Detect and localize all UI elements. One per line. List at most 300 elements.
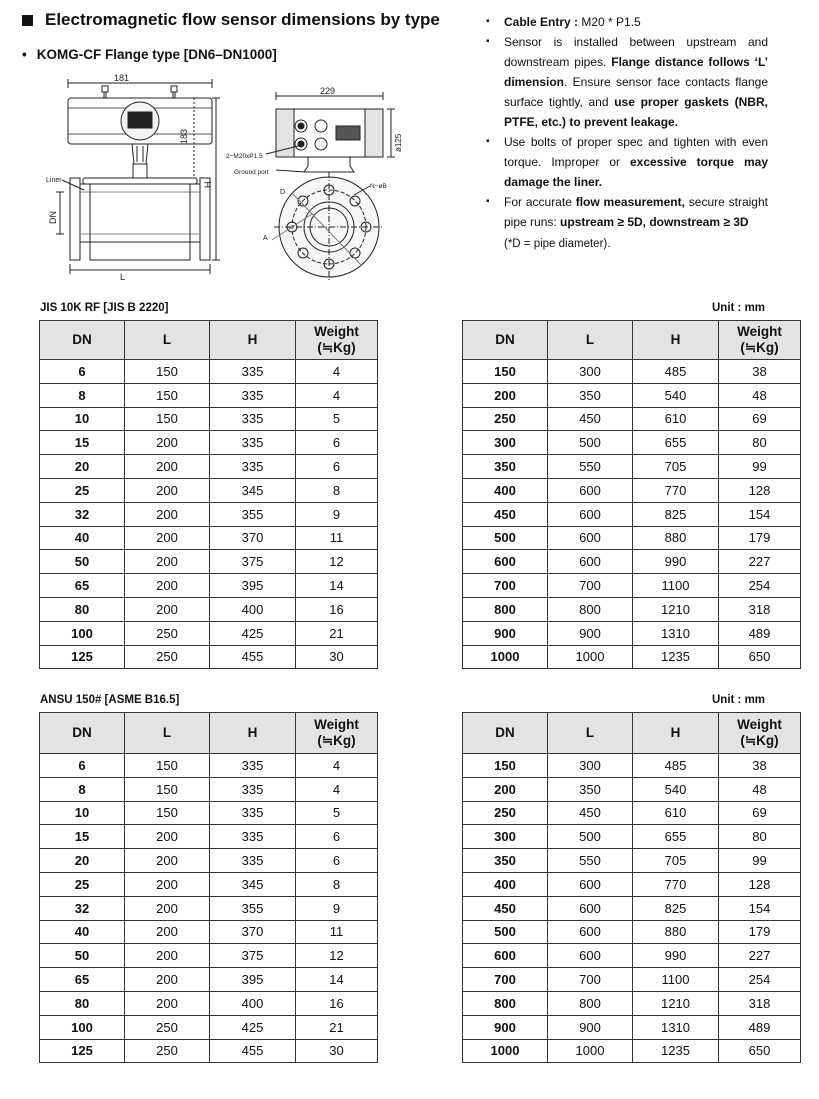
table-row: [40, 944, 378, 968]
table-row: [40, 645, 378, 669]
cell-weight: 6: [296, 455, 378, 479]
table-row: [463, 777, 801, 801]
weight-label: Weight: [314, 717, 359, 732]
cell-dn: 32: [40, 896, 125, 920]
col-dn: DN: [40, 321, 125, 360]
cell-h: 335: [210, 455, 296, 479]
cell-dn: 15: [40, 825, 125, 849]
cell-dn: 200: [463, 777, 548, 801]
cell-l: 500: [548, 825, 633, 849]
table-row: [40, 896, 378, 920]
cell-dn: 100: [40, 1015, 125, 1039]
cell-weight: 318: [719, 597, 801, 621]
cell-dn: 500: [463, 920, 548, 944]
cell-h: 400: [210, 597, 296, 621]
table-row: [40, 550, 378, 574]
table-row: [463, 1039, 801, 1063]
cell-weight: 6: [296, 849, 378, 873]
cell-weight: 6: [296, 431, 378, 455]
ground-port-label: Ground port: [234, 169, 269, 176]
jis-table-left: [39, 320, 378, 669]
cell-l: 200: [125, 455, 210, 479]
cell-dn: 600: [463, 550, 548, 574]
jis-table-right: [462, 320, 801, 669]
table-row: [40, 455, 378, 479]
cell-h: 825: [633, 502, 719, 526]
cell-h: 1100: [633, 574, 719, 598]
col-dn: DN: [463, 713, 548, 754]
table-row: [40, 383, 378, 407]
cell-weight: 11: [296, 526, 378, 550]
table-row: [40, 754, 378, 778]
col-dn: DN: [40, 713, 125, 754]
cell-weight: 99: [719, 849, 801, 873]
note-emphasis: flow measurement,: [575, 195, 685, 209]
weight-label: Weight: [314, 324, 359, 339]
cell-dn: 250: [463, 801, 548, 825]
table-row: [463, 849, 801, 873]
section-label-ansi: ANSU 150# [ASME B16.5]: [40, 694, 180, 706]
table-row: [463, 621, 801, 645]
cell-h: 1210: [633, 991, 719, 1015]
cell-weight: 14: [296, 968, 378, 992]
section-label-jis: JIS 10K RF [JIS B 2220]: [40, 302, 169, 314]
table-row: [463, 526, 801, 550]
col-l: L: [548, 713, 633, 754]
note-emphasis: use proper gaskets (NBR, PTFE, etc.) to prevent leakage.: [504, 95, 768, 129]
cell-l: 350: [548, 777, 633, 801]
cell-h: 825: [633, 896, 719, 920]
cell-dn: 700: [463, 968, 548, 992]
cell-dn: 80: [40, 991, 125, 1015]
note-text: secure straight pipe runs:: [504, 195, 768, 229]
note-torque: [486, 132, 768, 192]
col-weight: [719, 321, 801, 360]
cell-l: 550: [548, 455, 633, 479]
cell-weight: 227: [719, 550, 801, 574]
cell-weight: 21: [296, 1015, 378, 1039]
cell-weight: 48: [719, 777, 801, 801]
table-row: [463, 991, 801, 1015]
cell-h: 335: [210, 360, 296, 384]
weight-unit: (≒Kg): [740, 733, 779, 748]
cell-l: 150: [125, 754, 210, 778]
dim-head-label: 183: [179, 128, 189, 144]
table-row: [40, 502, 378, 526]
note-text: For accurate: [504, 195, 572, 209]
cell-weight: 99: [719, 455, 801, 479]
cell-h: 880: [633, 526, 719, 550]
cell-l: 200: [125, 550, 210, 574]
cell-dn: 300: [463, 431, 548, 455]
dimension-drawing: [36, 74, 456, 284]
cell-h: 1235: [633, 1039, 719, 1063]
square-bullet-icon: [22, 15, 33, 26]
cell-l: 250: [125, 1039, 210, 1063]
table-row: [463, 407, 801, 431]
cell-dn: 125: [40, 645, 125, 669]
table-row: [463, 455, 801, 479]
cell-dn: 40: [40, 920, 125, 944]
dim-h-label: H: [203, 181, 213, 188]
cell-weight: 128: [719, 872, 801, 896]
cell-h: 485: [633, 360, 719, 384]
cell-h: 455: [210, 1039, 296, 1063]
cell-weight: 4: [296, 360, 378, 384]
note-cable-entry: [486, 12, 768, 32]
cell-l: 450: [548, 801, 633, 825]
table-row: [463, 574, 801, 598]
cell-h: 770: [633, 872, 719, 896]
cell-weight: 38: [719, 360, 801, 384]
subtitle-text: KOMG-CF Flange type [DN6–DN1000]: [36, 47, 277, 62]
col-weight: [296, 713, 378, 754]
cell-dn: 250: [463, 407, 548, 431]
table-header-row: [463, 713, 801, 754]
cell-weight: 318: [719, 991, 801, 1015]
cell-dn: 450: [463, 896, 548, 920]
cell-dn: 600: [463, 944, 548, 968]
cell-h: 395: [210, 968, 296, 992]
table-row: [40, 920, 378, 944]
table-row: [463, 478, 801, 502]
cell-weight: 650: [719, 1039, 801, 1063]
table-row: [40, 478, 378, 502]
cell-h: 990: [633, 944, 719, 968]
cell-weight: 69: [719, 801, 801, 825]
cell-h: 335: [210, 825, 296, 849]
cell-l: 600: [548, 944, 633, 968]
unit-label-jis: Unit : mm: [712, 302, 766, 314]
dim-l-label: L: [120, 272, 126, 282]
cell-weight: 179: [719, 526, 801, 550]
cell-weight: 21: [296, 621, 378, 645]
cell-weight: 12: [296, 550, 378, 574]
cell-l: 900: [548, 621, 633, 645]
table-row: [40, 407, 378, 431]
table-row: [463, 1015, 801, 1039]
cell-weight: 9: [296, 896, 378, 920]
cell-l: 800: [548, 597, 633, 621]
cell-weight: 650: [719, 645, 801, 669]
cell-dn: 700: [463, 574, 548, 598]
cell-weight: 5: [296, 407, 378, 431]
weight-unit: (≒Kg): [317, 733, 356, 748]
cell-dn: 65: [40, 574, 125, 598]
cell-dn: 500: [463, 526, 548, 550]
cell-dn: 25: [40, 478, 125, 502]
table-row: [40, 360, 378, 384]
cell-l: 200: [125, 896, 210, 920]
cell-h: 705: [633, 455, 719, 479]
cable-entry-label: Cable Entry :: [504, 15, 579, 29]
cell-weight: 69: [719, 407, 801, 431]
cell-h: 375: [210, 944, 296, 968]
cell-h: 655: [633, 431, 719, 455]
cell-h: 610: [633, 801, 719, 825]
cell-h: 1310: [633, 621, 719, 645]
table-row: [463, 431, 801, 455]
cell-l: 200: [125, 968, 210, 992]
cell-l: 1000: [548, 645, 633, 669]
ansi-table-right: [462, 712, 801, 1063]
cell-weight: 30: [296, 1039, 378, 1063]
note-installation: [486, 32, 768, 132]
unit-label-ansi: Unit : mm: [712, 694, 766, 706]
cell-l: 200: [125, 478, 210, 502]
cell-h: 770: [633, 478, 719, 502]
cell-weight: 8: [296, 872, 378, 896]
dim-dn-label: DN: [48, 211, 58, 224]
cell-dn: 300: [463, 825, 548, 849]
cell-l: 600: [548, 896, 633, 920]
table-row: [463, 597, 801, 621]
cell-weight: 179: [719, 920, 801, 944]
cell-dn: 10: [40, 801, 125, 825]
cell-dn: 900: [463, 621, 548, 645]
cell-h: 355: [210, 502, 296, 526]
cell-h: 370: [210, 526, 296, 550]
cell-h: 335: [210, 801, 296, 825]
table-row: [463, 645, 801, 669]
cell-l: 200: [125, 825, 210, 849]
ansi-table-left: [39, 712, 378, 1063]
cell-h: 335: [210, 777, 296, 801]
cell-dn: 125: [40, 1039, 125, 1063]
col-h: H: [633, 321, 719, 360]
cell-weight: 30: [296, 645, 378, 669]
section-subtitle: [22, 47, 277, 62]
cell-dn: 8: [40, 777, 125, 801]
cell-l: 200: [125, 597, 210, 621]
cell-dn: 900: [463, 1015, 548, 1039]
cell-h: 610: [633, 407, 719, 431]
cell-l: 200: [125, 431, 210, 455]
cell-l: 700: [548, 968, 633, 992]
cell-l: 200: [125, 849, 210, 873]
col-weight: [296, 321, 378, 360]
cell-weight: 489: [719, 621, 801, 645]
cell-h: 370: [210, 920, 296, 944]
note-text: Sensor is installed between upstream and downstream pipes.: [504, 35, 768, 69]
cell-l: 200: [125, 872, 210, 896]
cell-h: 1100: [633, 968, 719, 992]
cell-l: 600: [548, 526, 633, 550]
cell-weight: 227: [719, 944, 801, 968]
cell-dn: 50: [40, 944, 125, 968]
cell-l: 250: [125, 621, 210, 645]
table-row: [40, 801, 378, 825]
thread-label: 2−M20xP1.5: [226, 153, 263, 160]
cell-dn: 10: [40, 407, 125, 431]
col-h: H: [633, 713, 719, 754]
weight-unit: (≒Kg): [740, 340, 779, 355]
cell-h: 705: [633, 849, 719, 873]
note-straight-pipe: [486, 192, 768, 232]
cell-weight: 5: [296, 801, 378, 825]
table-row: [463, 754, 801, 778]
cell-h: 335: [210, 849, 296, 873]
table-row: [463, 801, 801, 825]
cell-h: 345: [210, 478, 296, 502]
table-header-row: [40, 713, 378, 754]
table-row: [463, 550, 801, 574]
cell-weight: 6: [296, 825, 378, 849]
cell-weight: 4: [296, 754, 378, 778]
cell-l: 600: [548, 872, 633, 896]
cell-h: 395: [210, 574, 296, 598]
cell-weight: 48: [719, 383, 801, 407]
dim-width-label: 181: [114, 74, 130, 83]
col-l: L: [548, 321, 633, 360]
cell-dn: 6: [40, 360, 125, 384]
table-row: [463, 872, 801, 896]
cell-l: 600: [548, 478, 633, 502]
cell-dn: 350: [463, 455, 548, 479]
table-header-row: [40, 321, 378, 360]
cell-h: 425: [210, 621, 296, 645]
cell-l: 200: [125, 944, 210, 968]
note-emphasis: excessive torque may damage the liner.: [504, 155, 768, 189]
table-row: [40, 872, 378, 896]
cell-l: 300: [548, 754, 633, 778]
cell-l: 200: [125, 574, 210, 598]
cell-dn: 350: [463, 849, 548, 873]
col-l: L: [125, 713, 210, 754]
col-h: H: [210, 713, 296, 754]
lbl-a: A: [263, 235, 268, 242]
table-body: [40, 754, 378, 1063]
liner-label: Liner: [46, 177, 62, 184]
table-row: [463, 360, 801, 384]
cell-dn: 1000: [463, 1039, 548, 1063]
cell-dn: 6: [40, 754, 125, 778]
cell-h: 880: [633, 920, 719, 944]
cell-dn: 800: [463, 597, 548, 621]
front-view: [226, 86, 403, 282]
cell-weight: 11: [296, 920, 378, 944]
col-dn: DN: [463, 321, 548, 360]
lbl-d: D: [280, 189, 286, 196]
col-h: H: [210, 321, 296, 360]
cell-h: 345: [210, 872, 296, 896]
lbl-n: N−øB: [370, 183, 387, 190]
cell-weight: 8: [296, 478, 378, 502]
cell-l: 900: [548, 1015, 633, 1039]
cell-l: 800: [548, 991, 633, 1015]
cell-weight: 489: [719, 1015, 801, 1039]
table-row: [40, 849, 378, 873]
cell-l: 150: [125, 383, 210, 407]
table-row: [463, 944, 801, 968]
table-row: [40, 991, 378, 1015]
table-row: [463, 920, 801, 944]
cell-l: 350: [548, 383, 633, 407]
cell-weight: 128: [719, 478, 801, 502]
table-row: [40, 1015, 378, 1039]
cell-dn: 32: [40, 502, 125, 526]
cell-l: 200: [125, 502, 210, 526]
cell-l: 500: [548, 431, 633, 455]
page-title: [22, 10, 440, 30]
cell-dn: 400: [463, 478, 548, 502]
table-row: [463, 825, 801, 849]
table-row: [40, 526, 378, 550]
cell-l: 600: [548, 550, 633, 574]
table-row: [40, 825, 378, 849]
cell-dn: 20: [40, 455, 125, 479]
weight-label: Weight: [737, 717, 782, 732]
cell-weight: 4: [296, 383, 378, 407]
cell-h: 455: [210, 645, 296, 669]
cell-h: 335: [210, 754, 296, 778]
table-body: [463, 754, 801, 1063]
cell-dn: 8: [40, 383, 125, 407]
table-row: [40, 574, 378, 598]
cell-l: 150: [125, 801, 210, 825]
cell-dn: 150: [463, 754, 548, 778]
side-view: [46, 74, 220, 282]
cell-h: 655: [633, 825, 719, 849]
cell-l: 1000: [548, 1039, 633, 1063]
cell-h: 335: [210, 407, 296, 431]
cell-l: 200: [125, 991, 210, 1015]
cell-l: 250: [125, 645, 210, 669]
table-body: [463, 360, 801, 669]
col-l: L: [125, 321, 210, 360]
cell-dn: 80: [40, 597, 125, 621]
table-row: [40, 1039, 378, 1063]
cell-h: 540: [633, 383, 719, 407]
weight-label: Weight: [737, 324, 782, 339]
cell-dn: 150: [463, 360, 548, 384]
weight-unit: (≒Kg): [317, 340, 356, 355]
note-emphasis: Flange distance follows ‘L’ dimension: [504, 55, 769, 89]
dim-125-label: ø125: [394, 133, 403, 152]
table-row: [463, 502, 801, 526]
cell-dn: 25: [40, 872, 125, 896]
cell-l: 150: [125, 360, 210, 384]
dim-229-label: 229: [320, 86, 336, 96]
cell-h: 335: [210, 431, 296, 455]
cell-h: 375: [210, 550, 296, 574]
installation-notes: [486, 12, 768, 254]
cell-dn: 100: [40, 621, 125, 645]
cell-h: 485: [633, 754, 719, 778]
cell-weight: 254: [719, 574, 801, 598]
cell-dn: 15: [40, 431, 125, 455]
note-footnote: (*D = pipe diameter).: [504, 238, 611, 250]
table-row: [40, 431, 378, 455]
cell-dn: 40: [40, 526, 125, 550]
table-row: [463, 968, 801, 992]
table-header-row: [463, 321, 801, 360]
cell-l: 150: [125, 777, 210, 801]
cell-weight: 14: [296, 574, 378, 598]
cell-h: 540: [633, 777, 719, 801]
cell-dn: 400: [463, 872, 548, 896]
cell-h: 990: [633, 550, 719, 574]
cell-h: 335: [210, 383, 296, 407]
cell-weight: 80: [719, 431, 801, 455]
cell-l: 250: [125, 1015, 210, 1039]
cell-dn: 800: [463, 991, 548, 1015]
cell-h: 400: [210, 991, 296, 1015]
cell-l: 150: [125, 407, 210, 431]
table-row: [40, 597, 378, 621]
note-text: Use bolts of proper spec and tighten with even torque. Improper or: [504, 135, 768, 169]
table-row: [40, 777, 378, 801]
